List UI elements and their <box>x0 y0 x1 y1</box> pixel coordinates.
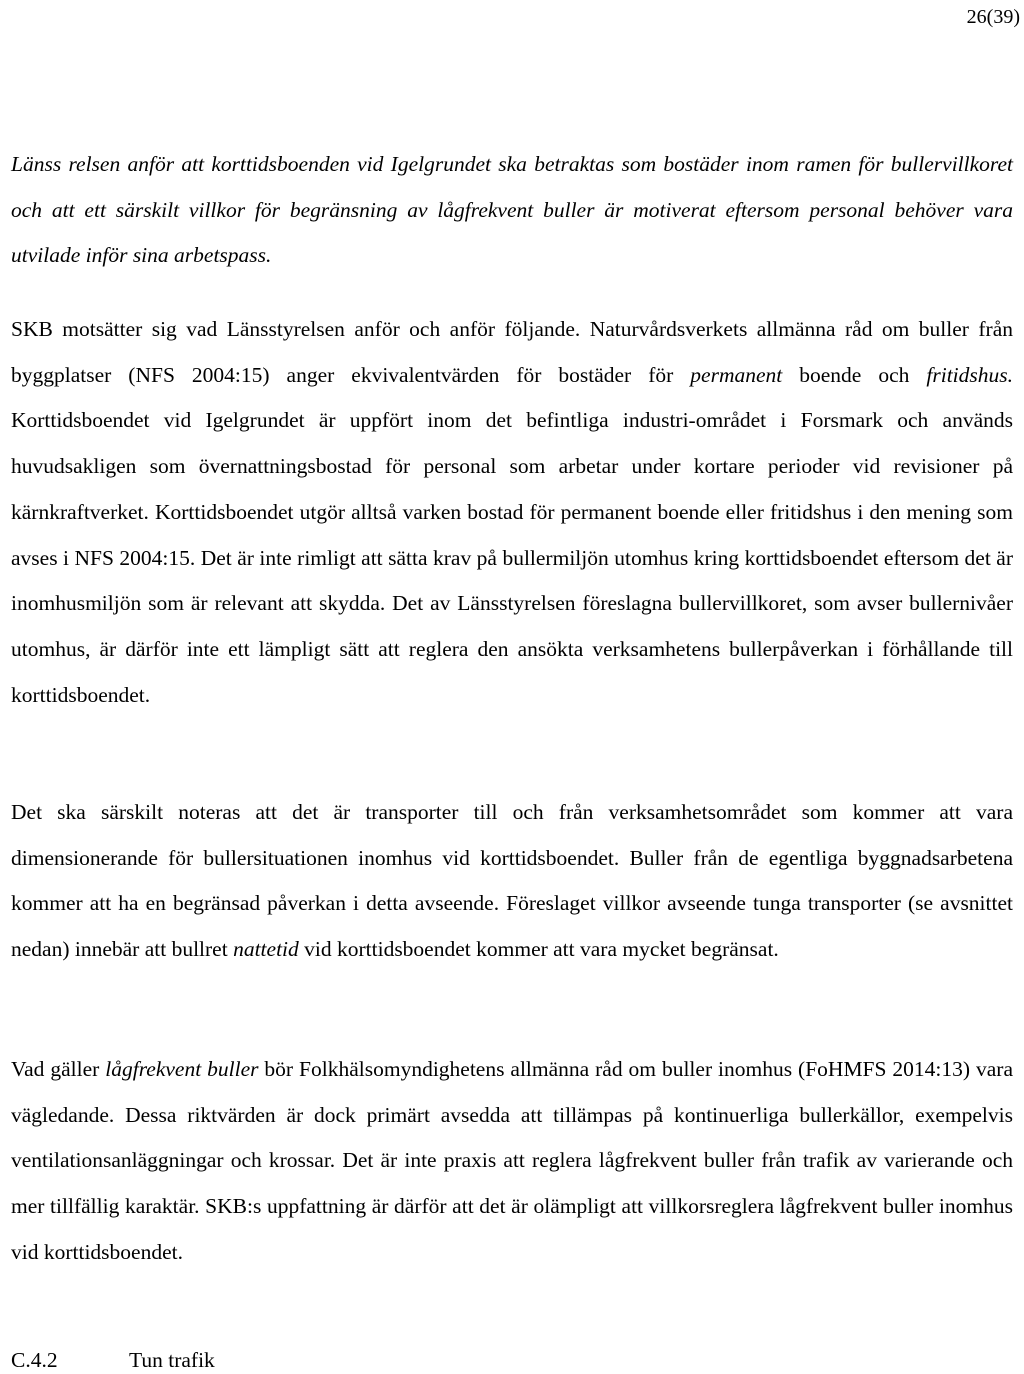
paragraph-text: Det ska särskilt noteras att det är transporter till och från verksamhetsområdet som kommer att vara dimensionerande för bullersituationen inomhus vid korttidsboendet. Buller från de egentliga byggnadsarbetena kommer att ha en begränsad påverkan i detta avseende. Föreslaget villkor avseende tunga transporter (se avsnittet nedan) innebär att bullret <box>11 800 1013 962</box>
paragraph-text: Vad gäller <box>11 1057 106 1081</box>
paragraph-text: bör Folkhälsomyndighetens allmänna råd om buller inomhus (FoHMFS 2014:13) vara vägledande. Dessa riktvärden är dock primärt avsedda att tillämpas på kontinuerliga bullerkällor, exempelvis ventilationsanläggningar och krossar. Det är inte praxis att reglera lågfrekvent buller från trafik av varierande och mer tillfällig karaktär. SKB:s uppfattning är därför att det är olämpligt att villkorsreglera lågfrekvent buller inomhus vid korttidsboendet. <box>11 1057 1013 1264</box>
paragraph-transport-note <box>11 790 1013 973</box>
section-heading <box>11 1347 215 1373</box>
page-number: 26(39) <box>966 6 1020 28</box>
paragraph-text: Korttidsboendet vid Igelgrundet är uppfört inom det befintliga industri-området i Forsmark och används huvudsakligen som övernattningsbostad för personal som arbetar under kortare perioder vid revisioner på kärnkraftverket. Korttidsboendet utgör alltså varken bostad för permanent boende eller fritidshus i den mening som avses i NFS 2004:15. Det är inte rimligt att sätta krav på bullermiljön utomhus kring korttidsboendet eftersom det är inomhusmiljön som är relevant att skydda. Det av Länsstyrelsen föreslagna bullervillkoret, som avser bullernivåer utomhus, är därför inte ett lämpligt sätt att reglera den ansökta verksamhetens bullerpåverkan i förhållande till korttidsboendet. <box>11 408 1013 707</box>
paragraph-text: boende och <box>782 362 927 387</box>
emphasis-text: lågfrekvent buller <box>105 1057 259 1081</box>
emphasis-text: permanent <box>690 362 783 387</box>
paragraph-text: SKB motsätter sig vad Länsstyrelsen anför och anför följande. Naturvårdsverkets allmänna råd om buller från byggplatser (NFS 2004:15) anger ekvivalentvärden för bostäder för <box>11 317 1013 387</box>
emphasis-text: nattetid <box>233 937 299 962</box>
paragraph-text: vid korttidsboendet kommer att vara mycket begränsat. <box>298 937 779 962</box>
paragraph-low-frequency-noise <box>11 1047 1013 1276</box>
paragraph-response <box>11 307 1013 718</box>
section-number: C.4.2 <box>11 1348 58 1372</box>
quoted-paragraph: Länss relsen anför att korttidsboenden vid Igelgrundet ska betraktas som bostäder inom ramen för bullervillkoret och att ett särskilt villkor för begränsning av lågfrekvent buller är motiverat eftersom personal behöver vara utvilade inför sina arbetspass. <box>11 152 1013 268</box>
emphasis-text: fritidshus. <box>926 362 1013 387</box>
section-title: Tun trafik <box>129 1348 215 1372</box>
